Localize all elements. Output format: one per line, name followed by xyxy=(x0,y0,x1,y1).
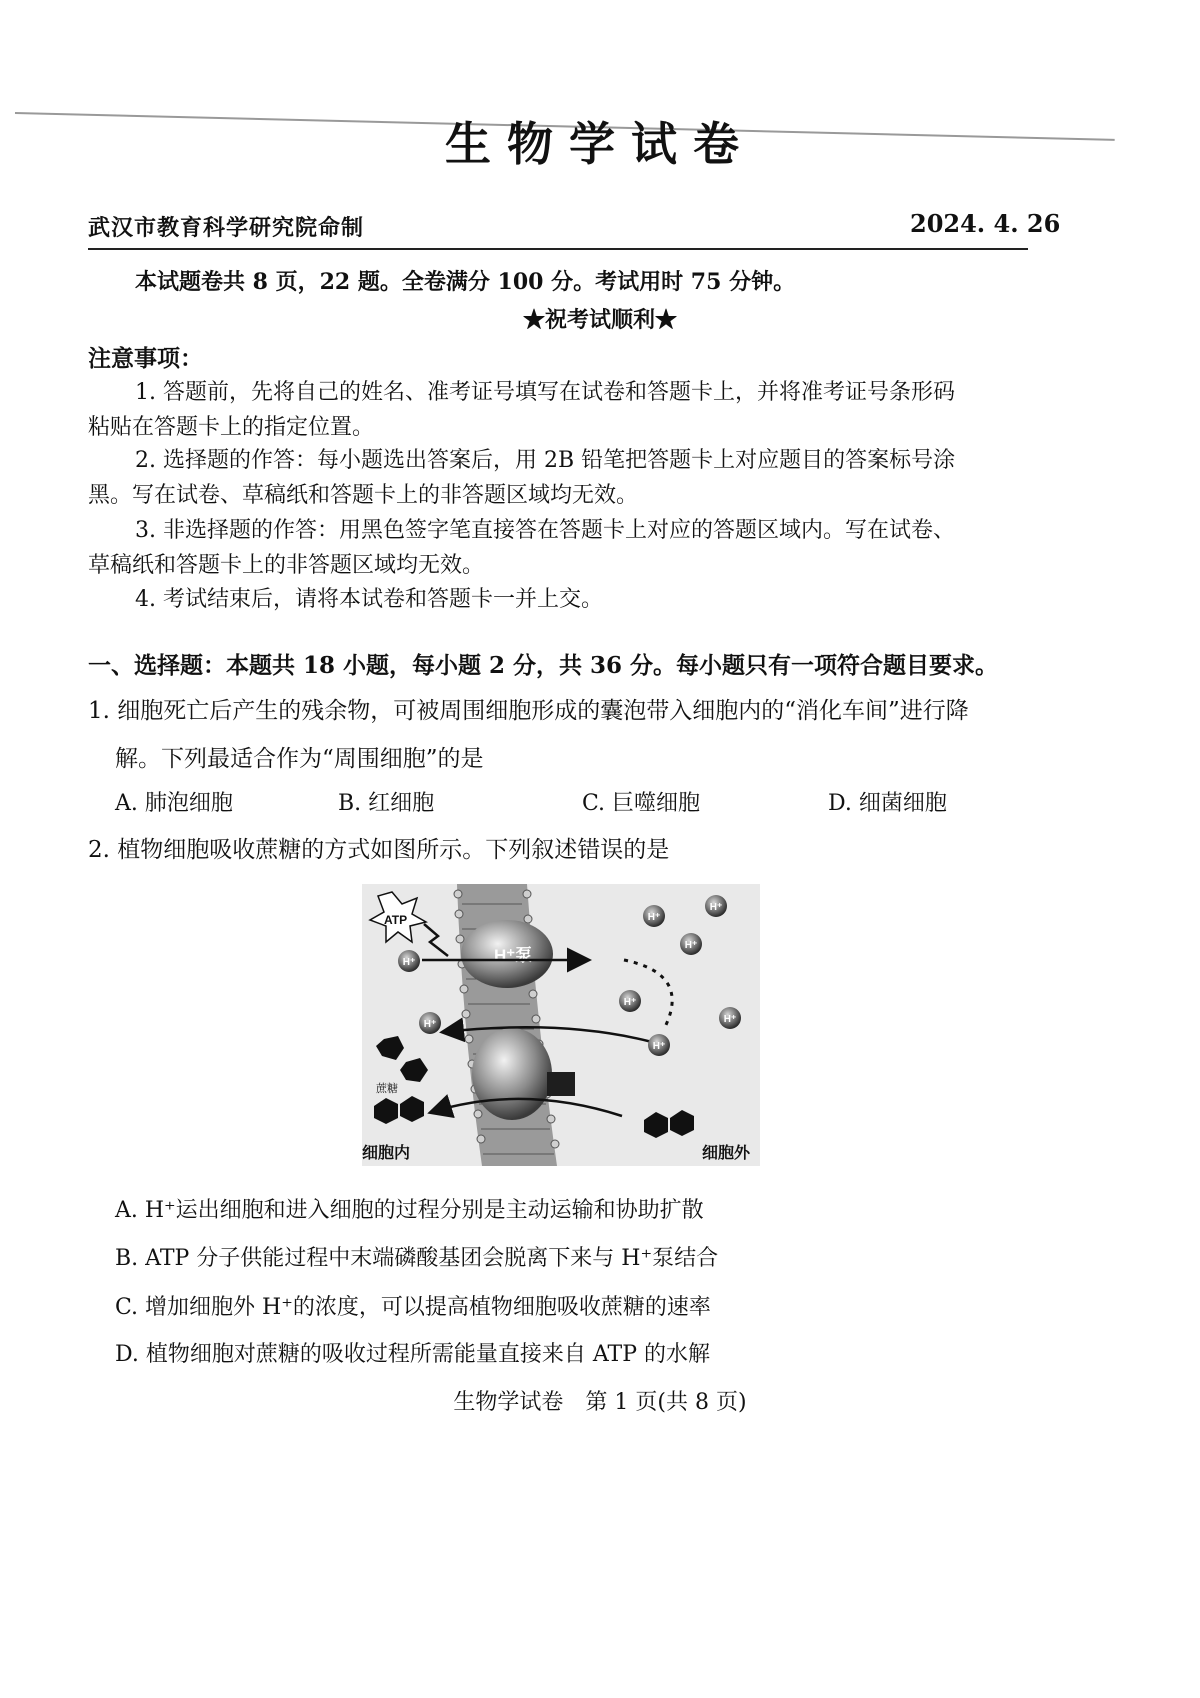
question-2-stem: 2. 植物细胞吸收蔗糖的方式如图所示。下列叙述错误的是 xyxy=(88,837,670,863)
notice-line: 1. 答题前，先将自己的姓名、准考证号填写在试卷和答题卡上，并将准考证号条形码 xyxy=(135,380,955,405)
notice-line: 草稿纸和答题卡上的非答题区域均无效。 xyxy=(88,553,485,578)
notice-line: 4. 考试结束后，请将本试卷和答题卡一并上交。 xyxy=(135,587,603,612)
svg-text:H⁺: H⁺ xyxy=(723,1014,737,1025)
svg-text:H⁺: H⁺ xyxy=(652,1041,666,1052)
h-ion xyxy=(619,990,641,1012)
notice-title: 注意事项： xyxy=(88,345,203,372)
h-pump-label: H⁺泵 xyxy=(494,946,533,965)
q2-option-c: C. 增加细胞外 H⁺的浓度，可以提高植物细胞吸收蔗糖的速率 xyxy=(115,1295,711,1320)
h-ion xyxy=(643,905,665,927)
q2-option-b: B. ATP 分子供能过程中末端磷酸基团会脱离下来与 H⁺泵结合 xyxy=(115,1246,719,1271)
inside-cell-label: 细胞内 xyxy=(362,1145,411,1162)
q2-option-d: D. 植物细胞对蔗糖的吸收过程所需能量直接来自 ATP 的水解 xyxy=(115,1342,710,1367)
membrane-diagram xyxy=(362,884,760,1166)
q1-option-a: A. 肺泡细胞 xyxy=(115,791,233,816)
svg-text:H⁺: H⁺ xyxy=(623,997,637,1008)
notice-line: 3. 非选择题的作答：用黑色签字笔直接答在答题卡上对应的答题区域内。写在试卷、 xyxy=(135,518,955,543)
h-ion xyxy=(705,895,727,917)
good-luck-banner: ★祝考试顺利★ xyxy=(522,307,677,333)
exam-info: 本试题卷共 8 页，22 题。全卷满分 100 分。考试用时 75 分钟。 xyxy=(135,269,796,295)
publisher: 武汉市教育科学研究院命制 xyxy=(88,215,365,241)
question-1-stem: 1. 细胞死亡后产生的残余物，可被周围细胞形成的囊泡带入细胞内的“消化车间”进行降 xyxy=(88,698,969,724)
svg-text:H⁺: H⁺ xyxy=(402,957,416,968)
q1-option-b: B. 红细胞 xyxy=(338,791,435,816)
notice-line: 粘贴在答题卡上的指定位置。 xyxy=(88,415,375,440)
header-divider xyxy=(88,248,1028,250)
cotransporter-channel xyxy=(547,1072,575,1096)
q1-option-c: C. 巨噬细胞 xyxy=(582,791,701,816)
q1-option-d: D. 细菌细胞 xyxy=(828,791,947,816)
h-ion xyxy=(719,1007,741,1029)
page-footer: 生物学试卷 第 1 页(共 8 页) xyxy=(453,1390,747,1415)
sucrose-h-cotransporter xyxy=(472,1028,552,1120)
sucrose-label: 蔗糖 xyxy=(376,1083,398,1095)
page-title: 生物学试卷 xyxy=(445,117,755,171)
svg-text:H⁺: H⁺ xyxy=(709,902,723,913)
h-ion xyxy=(680,933,702,955)
atp-label: ATP xyxy=(384,913,408,927)
notice-line: 黑。写在试卷、草稿纸和答题卡上的非答题区域均无效。 xyxy=(88,483,639,508)
sucrose-transport-figure xyxy=(362,884,760,1166)
q2-option-a: A. H⁺运出细胞和进入细胞的过程分别是主动运输和协助扩散 xyxy=(115,1198,704,1223)
h-ion xyxy=(398,950,420,972)
section-heading: 一、选择题：本题共 18 小题，每小题 2 分，共 36 分。每小题只有一项符合题目要求。 xyxy=(88,652,999,679)
svg-text:H⁺: H⁺ xyxy=(684,940,698,951)
h-ion xyxy=(419,1012,441,1034)
notice-line: 2. 选择题的作答：每小题选出答案后，用 2B 铅笔把答题卡上对应题目的答案标号涂 xyxy=(135,448,956,473)
outside-cell-label: 细胞外 xyxy=(702,1145,751,1162)
exam-date: 2024. 4. 26 xyxy=(910,209,1061,238)
svg-text:H⁺: H⁺ xyxy=(423,1019,437,1030)
question-1-stem-cont: 解。下列最适合作为“周围细胞”的是 xyxy=(115,746,484,772)
svg-text:H⁺: H⁺ xyxy=(647,912,661,923)
h-ion xyxy=(648,1034,670,1056)
